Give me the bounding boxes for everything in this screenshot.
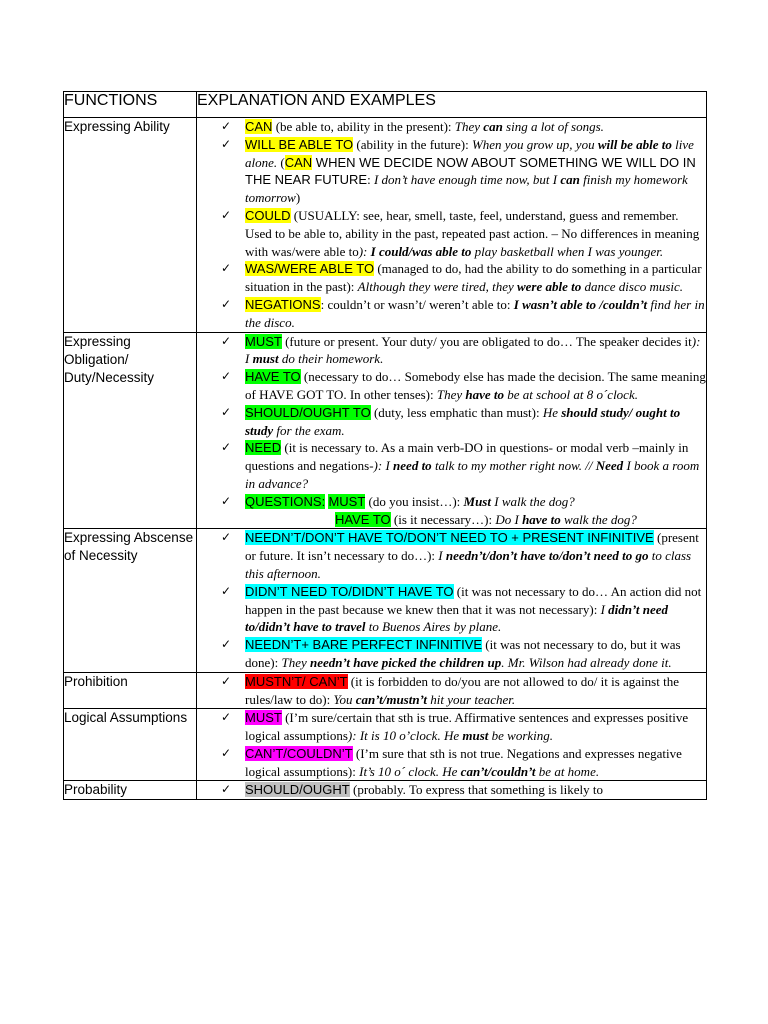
text-segment: : couldn’t or wasn’t/ weren’t able to:: [320, 296, 514, 312]
checkmark-icon: ✓: [221, 207, 232, 222]
highlighted-term: CAN: [284, 154, 313, 170]
text-segment: It’s 10 o´ clock. He: [359, 763, 461, 779]
text-segment: I book a room in advance?: [245, 458, 700, 491]
highlighted-term: NEED: [245, 440, 282, 456]
text-segment: live alone.: [245, 136, 694, 170]
text-segment: can’t/mustn’t: [355, 691, 428, 707]
modal-verbs-table: [63, 91, 707, 800]
text-segment: be at home.: [535, 763, 600, 779]
list-item: [197, 118, 706, 136]
list-item: [197, 636, 706, 672]
list-item: [197, 709, 706, 745]
text-segment: Need: [595, 458, 624, 474]
text-segment: have to: [522, 511, 561, 527]
highlighted-term: CAN’T/COULDN’T: [245, 745, 353, 761]
checkmark-icon: ✓: [221, 583, 232, 598]
list-item: [197, 368, 706, 404]
text-segment: ): It is 10 o’clock. He: [347, 728, 463, 744]
text-segment: (it was not necessary to do… An action did not happen in the past because we knew then that it was not necessary):: [245, 583, 702, 617]
text-segment: will be able to: [597, 136, 672, 152]
highlighted-term: COULD: [245, 207, 291, 223]
text-segment: (I’m sure/certain that sth is true. Affirmative sentences and expresses positive logical assumptions: [245, 710, 689, 744]
table-row: [64, 781, 707, 800]
highlighted-term: MUST: [328, 493, 366, 509]
highlighted-term: NEEDN’T+ BARE PERFECT INFINITIVE: [245, 637, 483, 653]
text-segment: I: [438, 548, 446, 564]
list-item: [197, 404, 706, 440]
text-segment: to Buenos Aires by plane.: [365, 619, 502, 635]
text-segment: He: [542, 404, 562, 420]
text-segment: (do you insist…):: [365, 493, 464, 509]
text-segment: can: [560, 172, 580, 188]
text-segment: Must: [463, 493, 491, 509]
checkmark-icon: ✓: [221, 369, 232, 384]
checkmark-icon: ✓: [221, 136, 232, 151]
list-item: [197, 333, 706, 369]
checkmark-icon: ✓: [221, 710, 232, 725]
text-segment: finish my homework tomorrow: [245, 172, 688, 206]
list-item: [197, 511, 706, 529]
text-segment: I: [600, 601, 609, 617]
text-segment: (I’m sure that sth is not true. Negations and expresses negative logical assumptions):: [245, 745, 682, 779]
text-segment: sing a lot of songs.: [502, 119, 604, 134]
text-segment: were able to: [516, 279, 582, 295]
text-segment: (is it necessary…):: [390, 511, 496, 527]
function-cell: Prohibition: [64, 672, 197, 709]
checkmark-icon: ✓: [221, 782, 232, 797]
text-segment: be working.: [488, 728, 554, 744]
text-segment: ): [295, 190, 301, 206]
explanation-cell: [197, 529, 707, 672]
text-segment: ): I: [245, 333, 701, 367]
text-segment: When you grow up, you: [471, 136, 598, 152]
text-segment: (USUALLY: see, hear, smell, taste, feel, understand, guess and remember. Used to be able to, ability in the past, repeated past action. – No differences in meaning with was/were able to: [245, 207, 700, 259]
text-segment: They: [436, 386, 466, 402]
explanation-cell: [197, 709, 707, 781]
function-cell: Expressing Ability: [64, 118, 197, 333]
text-segment: should study/ ought to study: [245, 404, 681, 438]
highlighted-term: WAS/WERE ABLE TO: [245, 261, 375, 277]
function-cell: Logical Assumptions: [64, 709, 197, 781]
example-list: [197, 781, 706, 799]
text-segment: ):: [358, 243, 371, 259]
text-segment: Although they were tired, they: [357, 279, 517, 295]
highlighted-term: NEEDN’T/DON’T HAVE TO/DON’T NEED TO + PRESENT INFINITIVE: [245, 530, 654, 546]
example-list: [197, 333, 706, 529]
text-segment: (it is necessary to. As a main verb-DO in questions- or modal verb –mainly in questions and negations-: [245, 440, 689, 474]
list-item: [197, 439, 706, 492]
text-segment: ): I: [373, 458, 394, 474]
header-explanation: EXPLANATION AND EXAMPLES: [197, 92, 707, 118]
list-item: [197, 136, 706, 207]
example-list: [197, 673, 706, 709]
text-segment: They: [281, 654, 310, 670]
text-segment: :: [367, 172, 374, 188]
text-segment: (it is forbidden to do/you are not allowed to do/ it is against the rules/law to do):: [245, 673, 679, 707]
text-segment: must: [462, 728, 489, 744]
header-row: [64, 92, 707, 118]
highlighted-term: DIDN’T NEED TO/DIDN’T HAVE TO: [245, 583, 454, 599]
list-item: [197, 781, 706, 799]
text-segment: walk the dog?: [560, 511, 637, 527]
list-item: [197, 583, 706, 636]
text-segment: have to: [465, 386, 505, 402]
text-segment: They: [454, 119, 484, 134]
list-item: [197, 207, 706, 260]
highlighted-term: QUESTIONS:: [245, 493, 326, 509]
text-segment: be at school at 8 o´clock.: [504, 386, 638, 402]
header-functions: FUNCTIONS: [64, 92, 197, 118]
text-segment: I wasn’t able to /couldn’t: [513, 296, 648, 312]
checkmark-icon: ✓: [221, 745, 232, 760]
list-item: [197, 296, 706, 332]
highlighted-term: MUST: [245, 333, 282, 349]
table-row: [64, 118, 707, 333]
text-segment: (future or present. Your duty/ you are obligated to do… The speaker decides it: [281, 333, 692, 349]
table-row: [64, 709, 707, 781]
text-segment: WHEN WE DECIDE NOW ABOUT SOMETHING WE WILL DO IN THE NEAR FUTURE: [245, 154, 696, 188]
text-segment: for the exam.: [273, 422, 345, 438]
text-segment: needn’t/don’t have to/don’t need to go: [445, 548, 649, 564]
text-segment: (: [280, 154, 285, 170]
text-segment: talk to my mother right now. //: [431, 458, 596, 474]
checkmark-icon: ✓: [221, 296, 232, 311]
text-segment: (present or future. It isn’t necessary to do…):: [245, 530, 699, 564]
explanation-cell: [197, 118, 707, 333]
list-item: [197, 745, 706, 781]
text-segment: (it was not necessary to do, but it was done):: [245, 637, 681, 670]
explanation-cell: [197, 781, 707, 800]
text-segment: find her in the disco.: [245, 296, 705, 330]
highlighted-term: MUSTN’T/ CAN’T: [245, 673, 348, 689]
highlighted-term: NEGATIONS: [245, 296, 321, 312]
checkmark-icon: ✓: [221, 530, 232, 545]
list-item: [197, 260, 706, 296]
explanation-cell: [197, 332, 707, 529]
highlighted-term: SHOULD/OUGHT TO: [245, 404, 371, 420]
checkmark-icon: ✓: [221, 119, 232, 133]
example-list: [197, 529, 706, 671]
text-segment: to class this afternoon.: [245, 548, 692, 581]
text-segment: . Mr. Wilson had already done it.: [501, 654, 672, 670]
checkmark-icon: ✓: [221, 440, 232, 455]
list-item: [197, 673, 706, 709]
text-segment: (necessary to do… Somebody else has made the decision. The same meaning of HAVE GOT TO. In other tenses):: [245, 369, 706, 402]
highlighted-term: HAVE TO: [245, 369, 301, 385]
text-segment: I could/was able to: [370, 243, 472, 259]
highlighted-term: CAN: [245, 119, 273, 134]
checkmark-icon: ✓: [221, 333, 232, 348]
list-item: [197, 529, 706, 582]
list-item: [197, 493, 706, 511]
checkmark-icon: ✓: [221, 404, 232, 419]
checkmark-icon: ✓: [221, 261, 232, 276]
checkmark-icon: ✓: [221, 673, 232, 688]
example-list: [197, 118, 706, 332]
text-segment: needn’t have picked the children up: [310, 654, 502, 670]
text-segment: Do I: [495, 511, 523, 527]
explanation-cell: [197, 672, 707, 709]
function-cell: Expressing Obligation/ Duty/Necessity: [64, 332, 197, 529]
text-segment: do their homework.: [278, 351, 384, 367]
text-segment: (be able to, ability in the present):: [272, 119, 455, 134]
table-row: [64, 672, 707, 709]
function-cell: Expressing Abscense of Necessity: [64, 529, 197, 672]
highlighted-term: MUST: [245, 710, 282, 726]
table-row: [64, 332, 707, 529]
text-segment: can’t/couldn’t: [460, 763, 536, 779]
checkmark-icon: ✓: [221, 493, 232, 508]
text-segment: dance disco music.: [581, 279, 684, 295]
text-segment: (managed to do, had the ability to do something in a particular situation in the past):: [245, 261, 702, 295]
checkmark-icon: ✓: [221, 637, 232, 652]
text-segment: (ability in the future):: [353, 136, 472, 152]
highlighted-term: SHOULD/OUGHT: [245, 782, 350, 798]
text-segment: I don’t have enough time now, but I: [373, 172, 561, 188]
text-segment: play basketball when I was younger.: [471, 243, 664, 259]
text-segment: can: [483, 119, 503, 134]
function-cell: Probability: [64, 781, 197, 800]
text-segment: need to: [393, 458, 432, 474]
text-segment: (probably. To express that something is likely to: [349, 782, 604, 798]
table-row: [64, 529, 707, 672]
highlighted-term: HAVE TO: [335, 511, 391, 527]
text-segment: You: [333, 691, 356, 707]
text-segment: (duty, less emphatic than must):: [370, 404, 543, 420]
text-segment: I walk the dog?: [490, 493, 575, 509]
text-segment: must: [252, 351, 279, 367]
highlighted-term: WILL BE ABLE TO: [245, 136, 354, 152]
example-list: [197, 709, 706, 780]
text-segment: didn’t need to/didn’t have to travel: [245, 601, 668, 635]
text-segment: hit your teacher.: [427, 691, 516, 707]
